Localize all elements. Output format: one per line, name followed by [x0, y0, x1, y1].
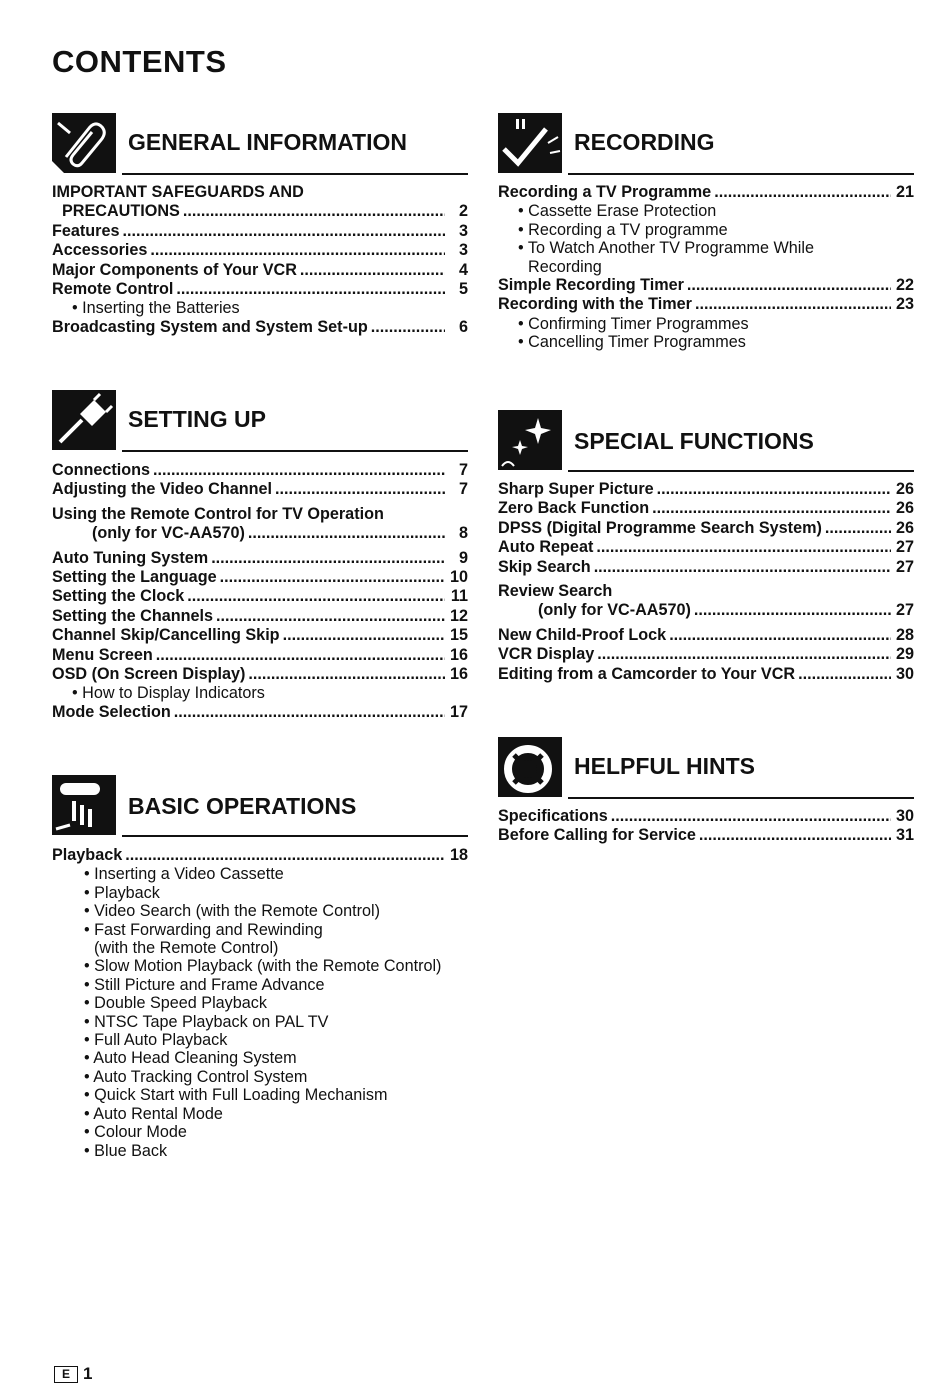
toc-subitem: • NTSC Tape Playback on PAL TV [84, 1012, 329, 1031]
toc-entry[interactable]: Setting the Language ..... 10 [52, 568, 468, 587]
toc-subitem: • How to Display Indicators [72, 684, 265, 703]
toc-entry[interactable]: Simple Recording Timer ..... 22 [498, 276, 914, 295]
toc-heading: IMPORTANT SAFEGUARDS AND [52, 183, 304, 201]
section-setting-up [52, 390, 468, 722]
lifebuoy-icon [498, 737, 562, 797]
toc-entry[interactable]: (only for VC-AA570) ..... 8 [52, 524, 468, 543]
toc-entry[interactable]: Connections ..... 7 [52, 461, 468, 480]
language-badge: E [54, 1366, 78, 1383]
toc-entry[interactable]: Auto Tuning System ..... 9 [52, 549, 468, 568]
toc-entry[interactable]: Adjusting the Video Channel ..... 7 [52, 480, 468, 499]
toc-subitem: • Auto Rental Mode [84, 1104, 223, 1123]
section-helpful-hints [498, 737, 914, 846]
toc-entry[interactable]: Before Calling for Service ..... 31 [498, 826, 914, 845]
section-divider [568, 470, 914, 472]
section-title: RECORDING [574, 129, 715, 155]
cable-plug-icon [52, 390, 116, 450]
section-title: HELPFUL HINTS [574, 753, 756, 779]
section-header [52, 775, 468, 837]
toc-subitem: • Confirming Timer Programmes [518, 314, 749, 333]
toc-subitem-continued: Recording [528, 257, 602, 276]
toc-entry[interactable]: VCR Display ..... 29 [498, 645, 914, 664]
toc-entry[interactable]: Menu Screen ..... 16 [52, 646, 468, 665]
toc-subitem: • Cassette Erase Protection [518, 202, 717, 221]
section-header [498, 737, 914, 799]
toc-entry[interactable]: Broadcasting System and System Set-up ..... 6 [52, 318, 468, 337]
toc-subitem: • Cancelling Timer Programmes [518, 333, 746, 352]
toc-entry[interactable]: Channel Skip/Cancelling Skip ..... 15 [52, 626, 468, 645]
hand-pressing-button-icon [52, 775, 116, 835]
section-header [52, 113, 468, 175]
toc-subitem: • Full Auto Playback [84, 1031, 228, 1050]
section-special-functions [498, 410, 914, 684]
toc-subitem: • Quick Start with Full Loading Mechanism [84, 1086, 388, 1105]
page-footer [54, 1364, 92, 1384]
toc-subitem: • Inserting a Video Cassette [84, 865, 284, 884]
toc-entry[interactable]: Accessories ..... 3 [52, 241, 468, 260]
section-divider [568, 173, 914, 175]
section-general-information [52, 113, 468, 337]
toc-entry[interactable]: (only for VC-AA570) ..... 27 [498, 601, 914, 620]
toc-subitem: • Auto Head Cleaning System [84, 1049, 297, 1068]
page-title: CONTENTS [52, 44, 227, 79]
page-number: 1 [83, 1364, 93, 1383]
toc-entry[interactable]: Major Components of Your VCR ..... 4 [52, 261, 468, 280]
toc-heading: Review Search [498, 582, 613, 601]
toc-entry[interactable]: Recording a TV Programme ..... 21 [498, 183, 914, 202]
toc-entry[interactable]: Setting the Channels ..... 12 [52, 607, 468, 626]
toc-entry[interactable]: Editing from a Camcorder to Your VCR ..... 30 [498, 665, 914, 684]
section-divider [122, 835, 468, 837]
section-basic-operations [52, 775, 468, 1160]
toc-subitem-continued: (with the Remote Control) [94, 939, 279, 958]
toc-subitem: • Auto Tracking Control System [84, 1067, 308, 1086]
section-divider [122, 173, 468, 175]
toc-entry[interactable]: Auto Repeat ..... 27 [498, 538, 914, 557]
toc-subitem: • Inserting the Batteries [72, 299, 240, 318]
toc-entry[interactable]: OSD (On Screen Display) ..... 16 [52, 665, 468, 684]
toc-subitem: • Slow Motion Playback (with the Remote Control) [84, 957, 442, 976]
toc-entry[interactable]: Recording with the Timer ..... 23 [498, 295, 914, 314]
toc-entry[interactable]: Playback ..... 18 [52, 846, 468, 865]
section-title: SPECIAL FUNCTIONS [574, 428, 814, 454]
toc-subitem: • Video Search (with the Remote Control) [84, 902, 380, 921]
section-divider [122, 450, 468, 452]
toc-entry[interactable]: Remote Control ..... 5 [52, 280, 468, 299]
toc-entry[interactable]: PRECAUTIONS ..... 2 [52, 202, 468, 221]
toc-subitem: • Still Picture and Frame Advance [84, 975, 325, 994]
toc-entry[interactable]: Features ..... 3 [52, 222, 468, 241]
toc-subitem: • Colour Mode [84, 1123, 187, 1142]
section-recording [498, 113, 914, 352]
section-title: GENERAL INFORMATION [128, 129, 407, 155]
toc-entry[interactable]: Mode Selection ..... 17 [52, 703, 468, 722]
section-header [52, 390, 468, 452]
toc-subitem: • Recording a TV programme [518, 220, 728, 239]
toc-subitem: • Playback [84, 883, 160, 902]
toc-subitem: • Blue Back [84, 1141, 168, 1160]
toc-entry[interactable]: Sharp Super Picture ..... 26 [498, 480, 914, 499]
sparkle-hand-icon [498, 410, 562, 470]
toc-entry[interactable]: Setting the Clock ..... 11 [52, 587, 468, 606]
section-title: SETTING UP [128, 406, 267, 432]
pause-check-icon [498, 113, 562, 173]
section-header [498, 410, 914, 472]
section-divider [568, 797, 914, 799]
toc-subitem: • Double Speed Playback [84, 994, 267, 1013]
toc-heading: Using the Remote Control for TV Operation [52, 504, 384, 523]
toc-subitem: • Fast Forwarding and Rewinding [84, 920, 323, 939]
section-header [498, 113, 914, 175]
toc-subitem: • To Watch Another TV Programme While [518, 239, 814, 258]
toc-entry[interactable]: DPSS (Digital Programme Search System) ..... 26 [498, 519, 914, 538]
toc-entry[interactable]: Specifications ..... 30 [498, 807, 914, 826]
section-title: BASIC OPERATIONS [128, 793, 357, 819]
toc-entry[interactable]: Skip Search ..... 27 [498, 558, 914, 577]
paperclip-icon [52, 113, 116, 173]
toc-entry[interactable]: Zero Back Function ..... 26 [498, 499, 914, 518]
toc-entry[interactable]: New Child-Proof Lock ..... 28 [498, 626, 914, 645]
